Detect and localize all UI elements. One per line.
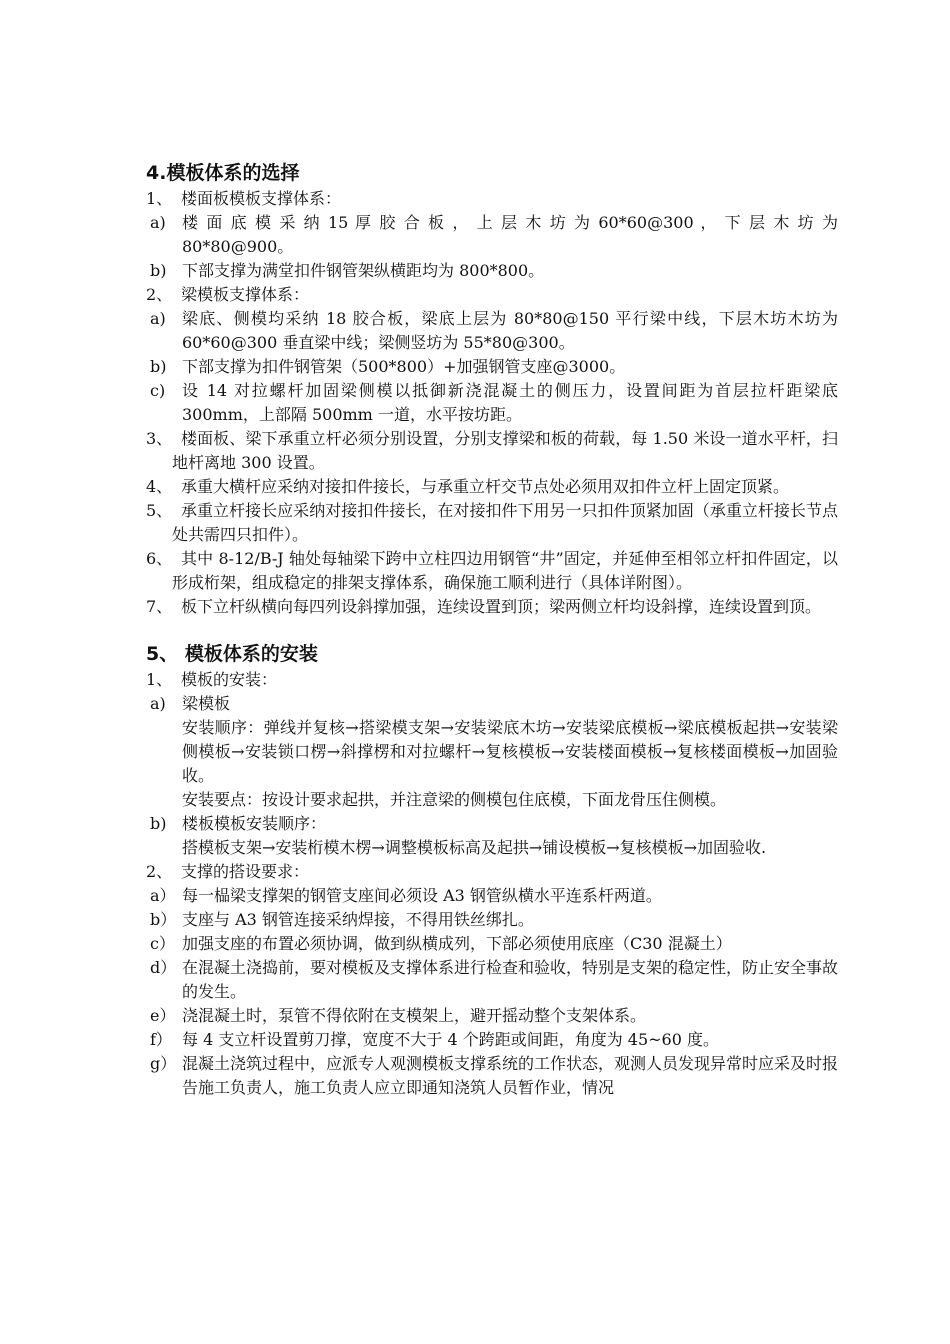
list-text: 模板的安装： — [181, 670, 278, 689]
list-marker: a) — [150, 213, 166, 232]
list-marker: d） — [150, 958, 177, 977]
list-marker: c) — [150, 381, 166, 400]
list-text: 楼面板模板支撑体系： — [181, 189, 342, 208]
install-sequence-text: 安装顺序：弹线并复核→搭梁模支架→安装梁底木坊→安装梁底模板→梁底模板起拱→安装梁侧模板→安装锁口楞→斜撑楞和对拉螺杆→复核模板→安装楼面模板→复核楼面模板→加固验收。 — [182, 718, 838, 785]
list-text: 在混凝土浇捣前，要对模板及支撑体系进行检查和验收，特别是支架的稳定性，防止安全事故的发生。 — [182, 958, 839, 1001]
list-item — [146, 499, 838, 547]
list-item — [146, 1052, 838, 1100]
section-5-heading: 5、 模板体系的安装 — [146, 643, 318, 665]
list-marker: f） — [150, 1030, 172, 1049]
list-item — [146, 259, 838, 283]
list-text: 下部支撑为满堂扣件钢管架纵横距均为 800*800。 — [182, 261, 545, 280]
list-marker: 3、 — [146, 429, 173, 448]
slab-install-sequence-text: 搭模板支架→安装桁模木楞→调整模板标高及起拱→铺设模板→复核模板→加固验收. — [182, 838, 767, 857]
list-item — [146, 283, 838, 307]
list-text: 梁模板支撑体系： — [181, 285, 310, 304]
list-marker: a) — [150, 309, 166, 328]
list-text: 支座与 A3 钢管连接采纳焊接，不得用铁丝绑扎。 — [182, 910, 534, 929]
list-item — [146, 956, 838, 1004]
list-text: 浇混凝土时，泵管不得依附在支模架上，避开摇动整个支架体系。 — [182, 1006, 647, 1025]
document-body — [146, 160, 838, 1100]
list-marker: 5、 — [146, 501, 173, 520]
list-text: 下部支撑为扣件钢管架（500*800）+加强钢管支座@3000。 — [182, 357, 626, 376]
list-marker: b） — [150, 910, 177, 929]
list-item — [146, 379, 838, 427]
list-marker: 2、 — [146, 285, 173, 304]
list-text: 每 4 支立杆设置剪刀撑，宽度不大于 4 个跨距或间距，角度为 45~60 度。 — [182, 1030, 720, 1049]
list-item — [146, 355, 838, 379]
list-text: 设 14 对拉螺杆加固梁侧模以抵御新浇混凝土的侧压力，设置间距为首层拉杆距梁底 300mm，上部隔 500mm 一道，水平按坊距。 — [182, 381, 838, 424]
list-text: 承重大横杆应采纳对接扣件接长，与承重立杆交节点处必须用双扣件立杆上固定顶紧。 — [181, 477, 790, 496]
list-marker: e） — [150, 1006, 176, 1025]
section-4-heading: 4.模板体系的选择 — [146, 162, 300, 184]
list-item — [146, 211, 838, 259]
list-item — [146, 547, 838, 595]
list-item — [146, 187, 838, 211]
list-text: 承重立杆接长应采纳对接扣件接长，在对接扣件下用另一只扣件顶紧加固（承重立杆接长节点处共需四只扣件）。 — [172, 501, 838, 544]
list-marker: b) — [150, 261, 167, 280]
list-marker: g） — [150, 1054, 177, 1073]
list-item — [146, 812, 838, 836]
list-item — [146, 668, 838, 692]
list-marker: a) — [150, 694, 166, 713]
list-item — [146, 884, 838, 908]
list-text: 加强支座的布置必须协调，做到纵横成列，下部必须使用底座（C30 混凝土） — [182, 934, 732, 953]
list-text: 混凝土浇筑过程中，应派专人观测模板支撑系统的工作状态，观测人员发现异常时应采及时报告施工负责人，施工负责人应立即通知浇筑人员暂作业，情况 — [182, 1054, 839, 1097]
list-item — [146, 1004, 838, 1028]
list-marker: 1、 — [146, 670, 173, 689]
list-item — [146, 908, 838, 932]
list-marker: 2、 — [146, 862, 173, 881]
list-text: 梁底、侧模均采纳 18 胶合板，梁底上层为 80*80@150 平行梁中线，下层木坊木坊为 60*60@300 垂直梁中线；梁侧竖坊为 55*80@300。 — [182, 309, 838, 352]
list-text: 板下立杆纵横向每四列设斜撑加强，连续设置到顶；梁两侧立杆均设斜撑，连续设置到顶。 — [181, 597, 822, 616]
list-text: 楼 面 底 模 采 纳 15 厚 胶 合 板 ， 上 层 木 坊 为 60*60@300 ， 下 层 木 坊 为 80*80@900。 — [182, 213, 838, 256]
list-item — [146, 692, 838, 716]
list-marker: b) — [150, 814, 167, 833]
list-text: 支撑的搭设要求： — [181, 862, 310, 881]
list-item — [146, 595, 838, 619]
list-text: 梁模板 — [182, 694, 231, 713]
list-text: 其中 8-12/B-J 轴处每轴梁下跨中立柱四边用钢管“井”固定，并延伸至相邻立杆扣件固定，以形成桁架，组成稳定的排架支撑体系，确保施工顺利进行（具体详附图）。 — [172, 549, 838, 592]
list-item — [146, 307, 838, 355]
install-key-points-text: 安装要点：按设计要求起拱，并注意梁的侧模包住底模，下面龙骨压住侧模。 — [182, 790, 727, 809]
list-marker: 4、 — [146, 477, 173, 496]
list-marker: 6、 — [146, 549, 173, 568]
list-item — [146, 860, 838, 884]
list-item — [146, 427, 838, 475]
list-marker: 1、 — [146, 189, 173, 208]
list-marker: c） — [150, 934, 175, 953]
list-marker: a） — [150, 886, 176, 905]
list-text: 楼板模板安装顺序： — [182, 814, 327, 833]
list-item — [146, 475, 838, 499]
list-text: 每一榀梁支撑架的钢管支座间必须设 A3 钢管纵横水平连系杆两道。 — [182, 886, 662, 905]
list-marker: 7、 — [146, 597, 173, 616]
list-item — [146, 1028, 838, 1052]
list-item — [146, 932, 838, 956]
list-text: 楼面板、梁下承重立杆必须分别设置，分别支撑梁和板的荷载，每 1.50 米设一道水平杆，扫地杆离地 300 设置。 — [172, 429, 838, 472]
list-marker: b) — [150, 357, 167, 376]
